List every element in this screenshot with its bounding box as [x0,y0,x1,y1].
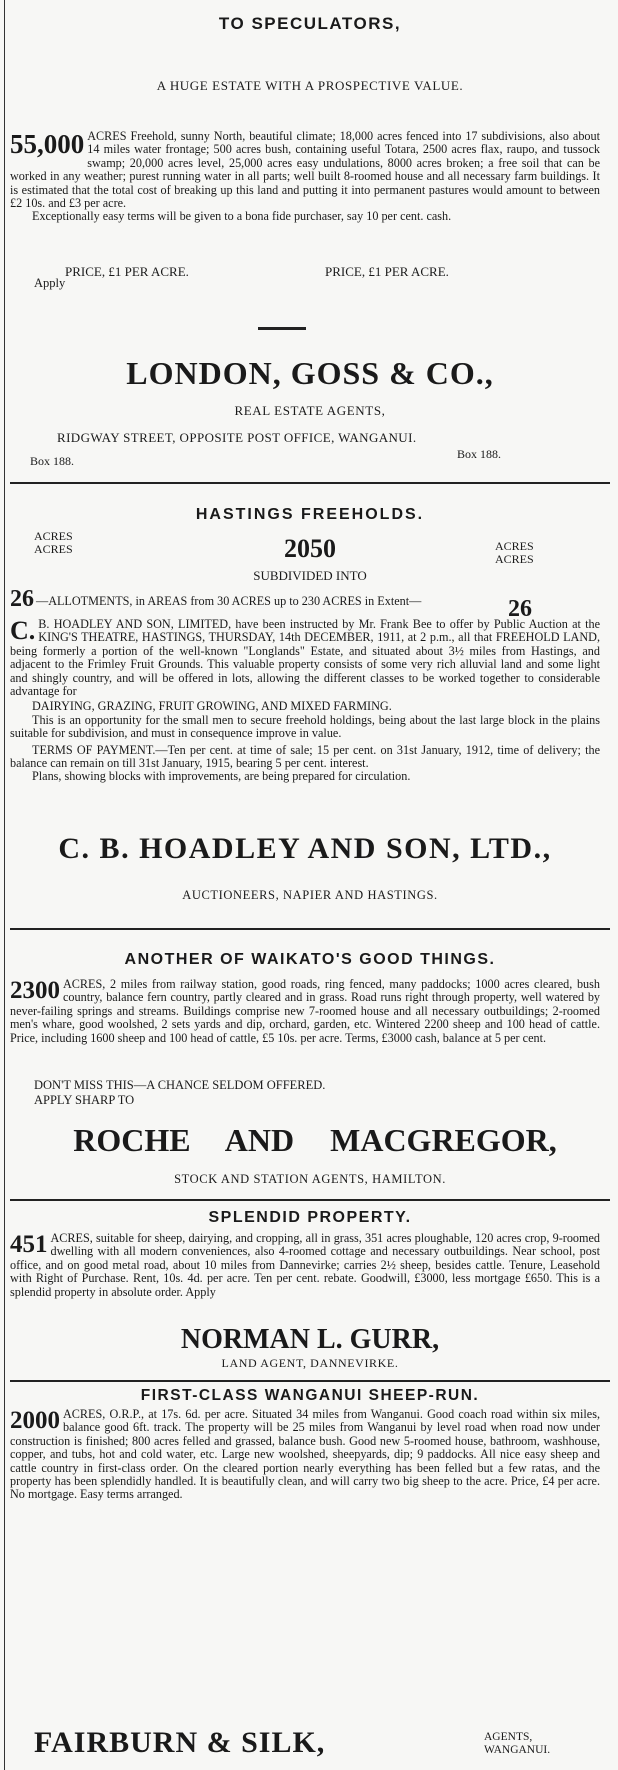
ad3-apply: APPLY SHARP TO [34,1093,135,1107]
ad2-initial: C. [10,616,36,645]
divider [10,1199,610,1201]
ad2-subdivided: SUBDIVIDED INTO [253,568,367,583]
ad2-opportunity: This is an opportunity for the small men to secure freehold holdings, being about the last large block in the plains suitable for subdivision, and must in consequence improve in value. [10,712,600,741]
ad2-heading: HASTINGS FREEHOLDS. [195,506,425,523]
ad2-allot-text: —ALLOTMENTS, in AREAS from 30 ACRES up to 230 ACRES in Extent— [36,594,422,608]
ad2-acres-left: ACRES [34,529,73,543]
ad4-body-block [10,1232,600,1299]
ad2-number: 2050 [284,534,336,563]
ad5-heading: FIRST-CLASS WANGANUI SHEEP-RUN. [140,1387,480,1404]
ad3-agent-role: STOCK AND STATION AGENTS, HAMILTON. [174,1172,446,1186]
ad2-acres-right-2: ACRES [495,552,534,566]
ad3-heading: ANOTHER OF WAIKATO'S GOOD THINGS. [124,951,496,968]
divider [10,1380,610,1382]
ad1-heading: TO SPECULATORS, [218,14,402,33]
ad5-agent-role-1: AGENTS, [484,1731,533,1743]
ad5-agent-role-2: WANGANUI. [484,1744,551,1756]
ad1-agent-role: REAL ESTATE AGENTS, [234,403,386,418]
column-border [4,0,5,1770]
ad2-body-block [10,618,600,784]
ad2-allot-num-right: 26 [508,596,532,622]
ad2-acres-right-block [495,540,534,566]
divider [10,482,610,484]
ad4-body-text: ACRES, suitable for sheep, dairying, and cropping, all in grass, 351 acres ploughable, 120 acres crop, 9-roomed dwelling with all modern conveniences, also 4-roomed cottage and necessary outbuildings. Near school, post office, and on good metal road, about 10 miles from Dannevirke; carries 2½ sheep, besides cattle. Tenure, Leasehold with Right of Purchase. Rent, 10s. 4d. per acre. Ten per cent. rebate. Goodwill, £3000, less mortgage £650. This is a splendid property in absolute order. Apply [10,1231,600,1299]
ad5-body-block [10,1408,600,1502]
ad5-agent-role-block [484,1731,550,1757]
ad3-lead-number: 2300 [10,977,60,1004]
ad2-body-text: B. HOADLEY AND SON, LIMITED, have been instructed by Mr. Frank Bee to offer by Public Auction at the KING'S THEATRE, HASTINGS, THURSDAY, 14th DECEMBER, 1911, at 2 p.m., all that FREEHOLD LAND, being formerly a portion of the well-known "Longlands" Estate, and situated about 3½ miles from Hastings, and adjacent to the Frimley Fruit Grounds. This valuable property consists of some very rich alluvial land and some light and shingly country, and will be offered in lots, allowing the different classes to be worked together to considerable advantage for [10,617,600,699]
ad3-dont-miss: DON'T MISS THIS—A CHANCE SELDOM OFFERED. [34,1078,326,1092]
ad1-price-right: PRICE, £1 PER ACRE. [325,264,449,279]
divider [10,928,610,930]
ad1-lead-number: 55,000 [10,129,85,159]
ad3-body-block [10,978,600,1045]
ad1-box-left: Box 188. [30,454,75,468]
ad1-body-text: ACRES Freehold, sunny North, beautiful climate; 18,000 acres fenced into 17 subdivisions, also about 14 miles water frontage; 500 acres bush, containing useful Totara, 2500 acres flax, raupo, and tussock swamp; 20,000 acres level, 25,000 acres easy undulations, 8000 acres broken; a free soil that can be worked in any weather; purest running water in all parts; well built 8-roomed house and all necessary farm buildings. It is estimated that the total cost of breaking up this land and putting it into permanent pastures would amount to between £2 10s. and £3 per acre. [10,129,600,211]
ad2-payment: TERMS OF PAYMENT.—Ten per cent. at time of sale; 15 per cent. on 31st January, 1912, time of delivery; the balance can remain on till 31st January, 1915, bearing 5 per cent. interest. [10,742,600,771]
ad4-agent-role: LAND AGENT, DANNEVIRKE. [221,1356,399,1370]
ad1-box-right: Box 188. [457,447,502,461]
ad5-body-text: ACRES, O.R.P., at 17s. 6d. per acre. Situated 34 miles from Wanganui. Good coach road within six miles, balance good 6ft. track. The property will be 25 miles from Wanganui by level road when road now under construction is finished; 800 acres felled and grassed, balance bush. Good new 5-roomed house, bathroom, washhouse, copper, and tubs, hot and cold water, etc. Large new woolshed, sheepyards, dip; 9 paddocks. All nice easy sheep and cattle country in first-class order. On the cleared portion nearly everything has been felled but a few ratas, and the property has been splendidly handled. It is beautifully clean, and will carry two big sheep to the acre. Price, £4 per acre. No mortgage. Easy terms arranged. [10,1407,600,1502]
ad1-price-left: PRICE, £1 PER ACRE. [65,264,189,279]
ad5-agent: FAIRBURN & SILK, [34,1726,326,1759]
ad4-heading: SPLENDID PROPERTY. [208,1209,412,1226]
ad1-agent: LONDON, GOSS & CO., [126,355,494,391]
ad5-lead-number: 2000 [10,1407,60,1434]
ad2-acres-left-2: ACRES [34,542,73,556]
ad1-body-block [10,130,600,224]
ad1-separator [258,327,306,330]
ad2-farming: DAIRYING, GRAZING, FRUIT GROWING, AND MIXED FARMING. [32,699,392,714]
ad3-body-text: ACRES, 2 miles from railway station, good roads, ring fenced, many paddocks; 1000 acres cleared, bush country, balance fern country, partly cleared and in grass. Road runs right through property, well watered by never-failing springs and streams. Buildings comprise new 7-roomed house and all necessary outbuildings; 2-roomed men's whare, good woolshed, 2 sets yards and dip, orchard, garden, etc. Wintered 2200 sheep and 100 head of cattle. Price, including 1600 sheep and 100 head of cattle, £5 10s. per acre. Terms, £3000 cash, balance at 5 per cent. [10,977,600,1045]
ad4-agent: NORMAN L. GURR, [180,1324,440,1355]
ad1-terms: Exceptionally easy terms will be given to a bona fide purchaser, say 10 per cent. cash. [32,209,452,224]
ad2-agent-role: AUCTIONEERS, NAPIER AND HASTINGS. [182,888,438,902]
ad2-allot-num-left: 26 [10,586,34,612]
ad1-apply: Apply [34,276,66,290]
ad1-address: RIDGWAY STREET, OPPOSITE POST OFFICE, WANGANUI. [57,430,417,445]
ad2-plans: Plans, showing blocks with improvements, are being prepared for circulation. [32,769,411,784]
ad3-agent: ROCHE AND MACGREGOR, [73,1122,557,1158]
ad1-subheading: A HUGE ESTATE WITH A PROSPECTIVE VALUE. [156,78,464,93]
ad2-agent: C. B. HOADLEY AND SON, LTD., [58,832,552,865]
ad2-acres-right: ACRES [495,539,534,553]
ad4-lead-number: 451 [10,1231,48,1258]
